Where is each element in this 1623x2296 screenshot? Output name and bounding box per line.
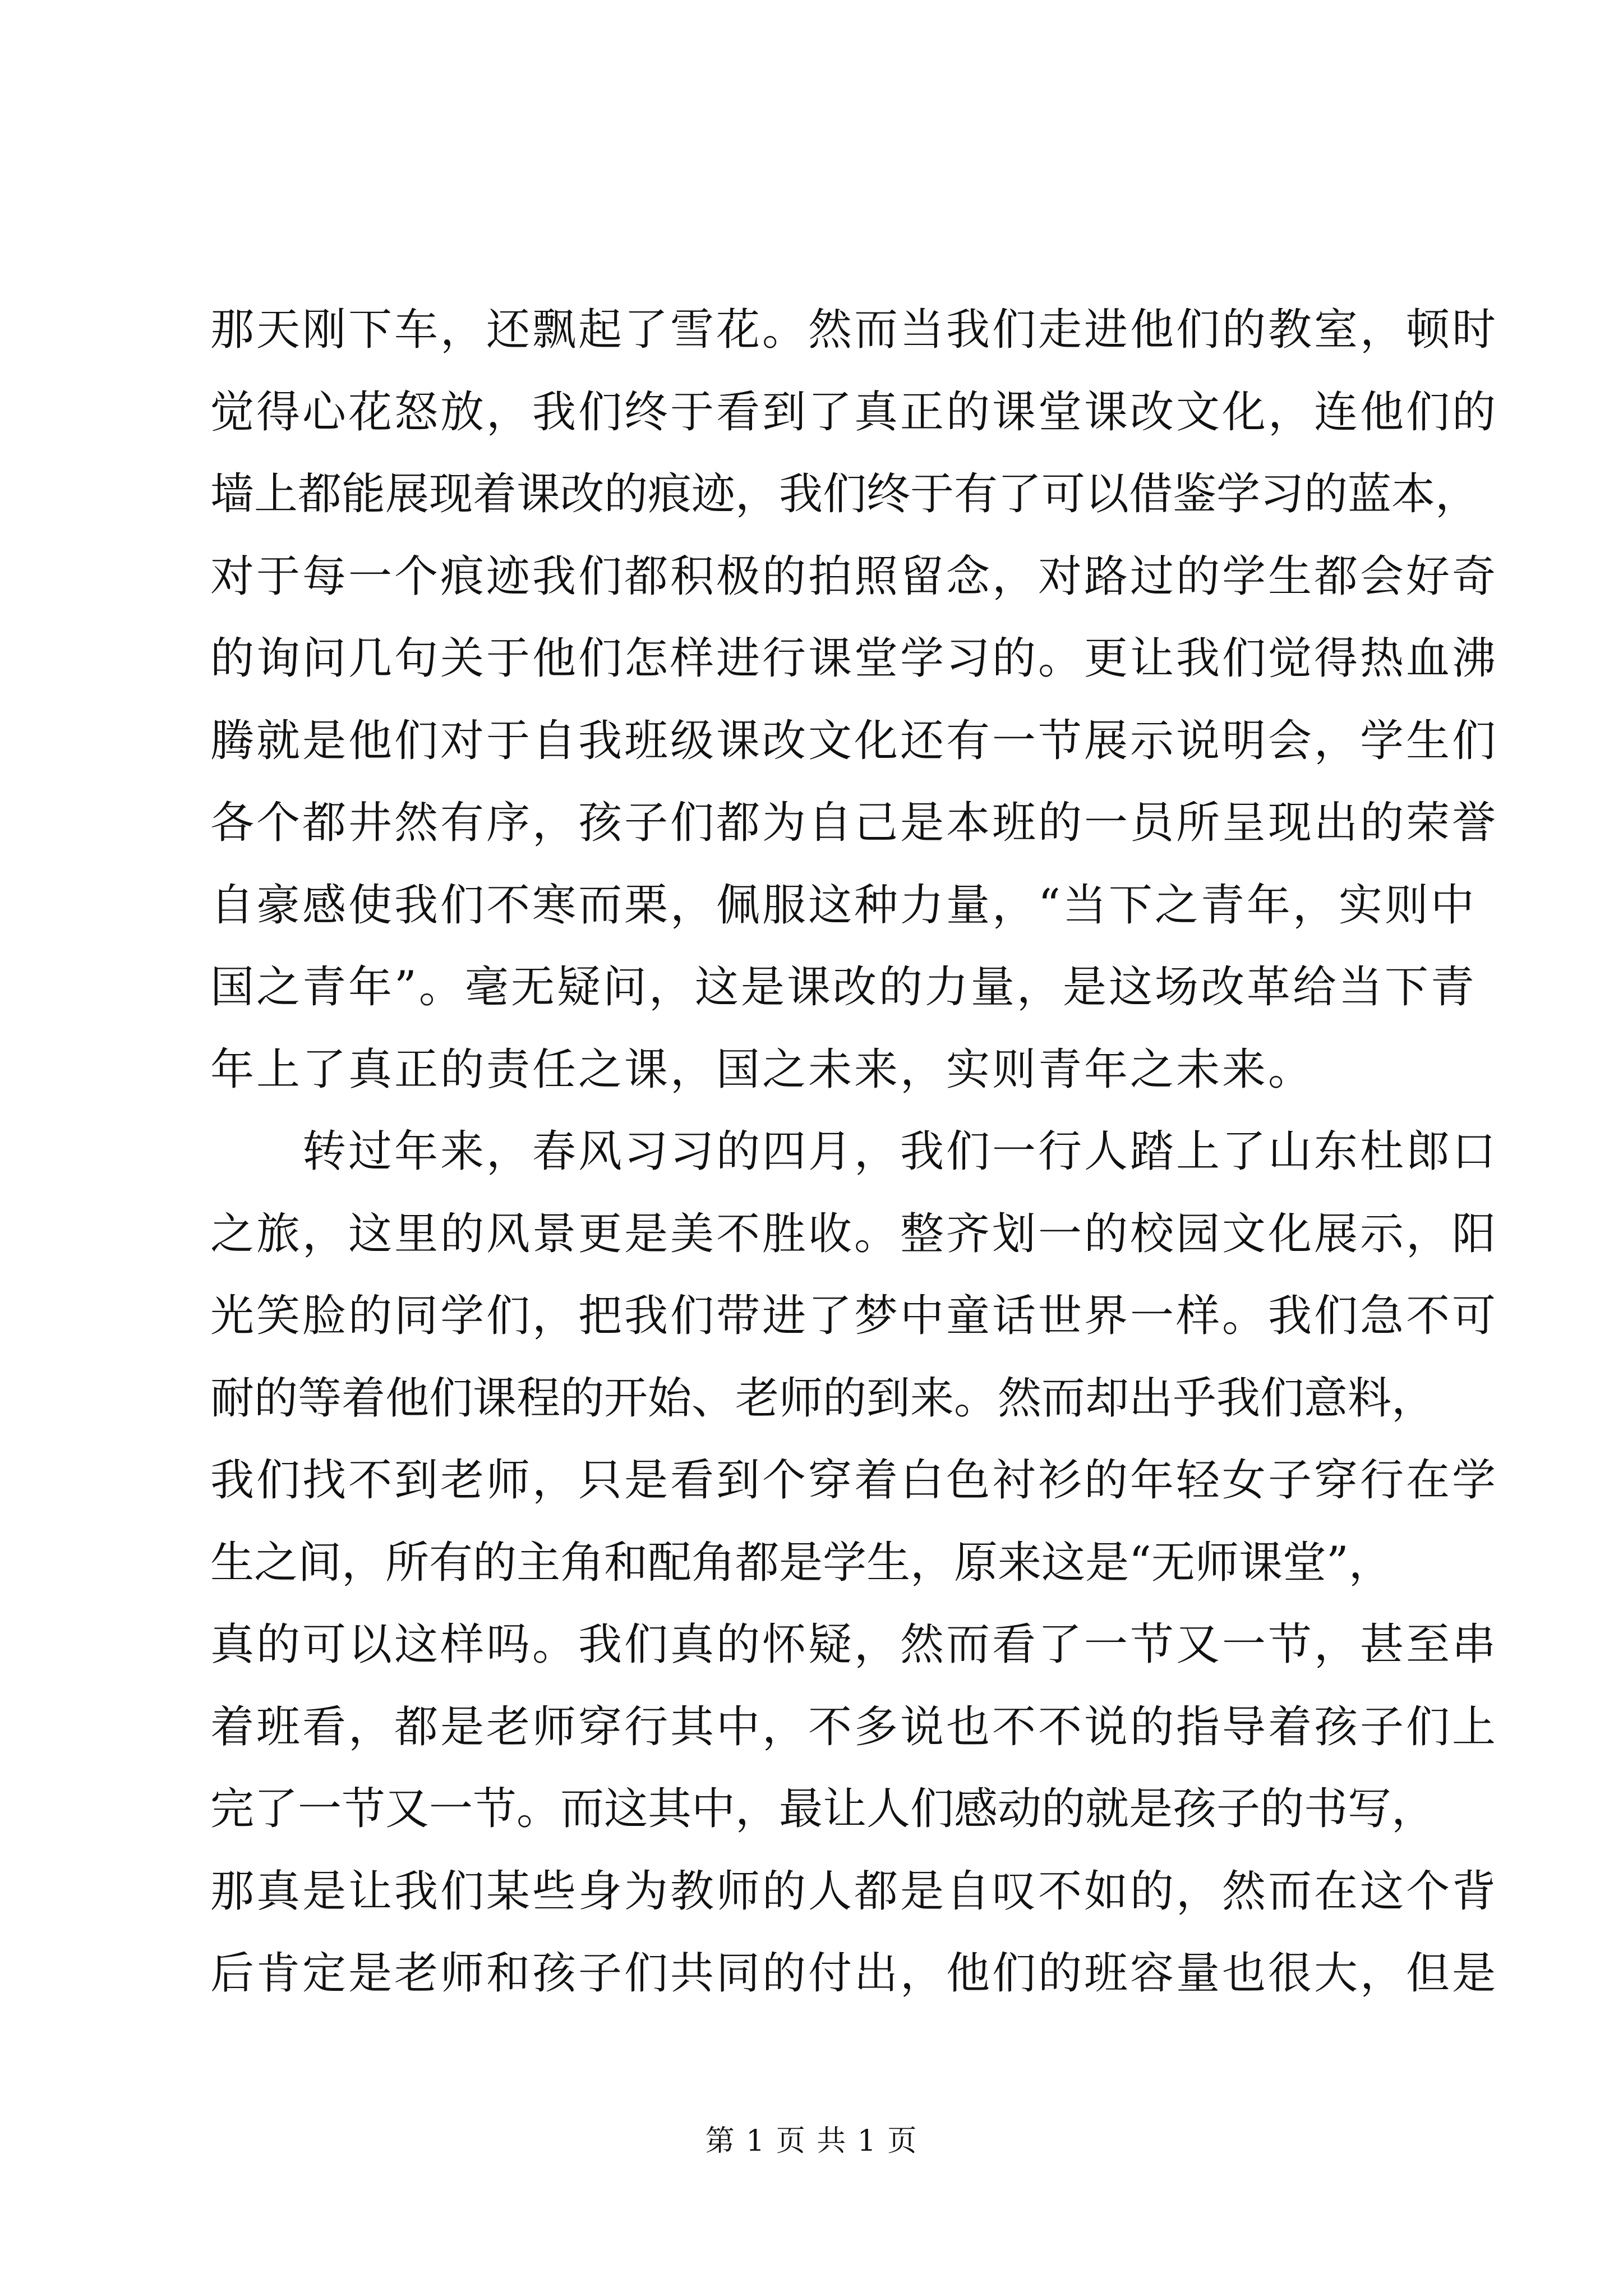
text-line: 着班看，都是老师穿行其中，不多说也不不说的指导着孩子们上 [210,1701,1498,1752]
text-line: 各个都井然有序，孩子们都为自己是本班的一员所呈现出的荣誉 [210,798,1498,848]
page-number-footer: 第 1 页 共 1 页 [705,2124,918,2158]
text-line: 我们找不到老师，只是看到个穿着白色衬衫的年轻女子穿行在学 [210,1455,1498,1506]
text-line: 光笑脸的同学们，把我们带进了梦中童话世界一样。我们急不可 [210,1291,1498,1341]
paragraph-start-line: 转过年来，春风习习的四月，我们一行人踏上了山东杜郎口 [210,1126,1498,1177]
text-line: 国之青年”。毫无疑问，这是课改的力量，是这场改革给当下青 [210,962,1477,1013]
text-line: 完了一节又一节。而这其中，最让人们感动的就是孩子的书写， [210,1784,1436,1834]
text-line: 真的可以这样吗。我们真的怀疑，然而看了一节又一节，甚至串 [210,1619,1498,1670]
text-line: 的询问几句关于他们怎样进行课堂学习的。更让我们觉得热血沸 [210,633,1498,684]
text-line: 后肯定是老师和孩子们共同的付出，他们的班容量也很大，但是 [210,1948,1498,1999]
text-line: 墙上都能展现着课改的痕迹，我们终于有了可以借鉴学习的蓝本， [210,469,1479,519]
text-line: 自豪感使我们不寒而栗，佩服这种力量，“当下之青年，实则中 [210,880,1477,931]
text-line: 那天刚下车，还飘起了雪花。然而当我们走进他们的教室，顿时 [210,305,1498,355]
body-text [210,289,1498,2015]
text-line: 生之间，所有的主角和配角都是学生，原来这是“无师课堂”， [210,1537,1393,1588]
text-line: 对于每一个痕迹我们都积极的拍照留念，对路过的学生都会好奇 [210,551,1498,602]
text-line: 耐的等着他们课程的开始、老师的到来。然而却出乎我们意料， [210,1373,1436,1424]
text-line: 之旅，这里的风景更是美不胜收。整齐划一的校园文化展示，阳 [210,1208,1498,1259]
text-line: 年上了真正的责任之课，国之未来，实则青年之未来。 [210,1044,1315,1095]
text-line: 觉得心花怒放，我们终于看到了真正的课堂课改文化，连他们的 [210,386,1498,438]
text-line: 那真是让我们某些身为教师的人都是自叹不如的，然而在这个背 [210,1866,1498,1917]
text-line: 腾就是他们对于自我班级课改文化还有一节展示说明会，学生们 [210,715,1498,766]
